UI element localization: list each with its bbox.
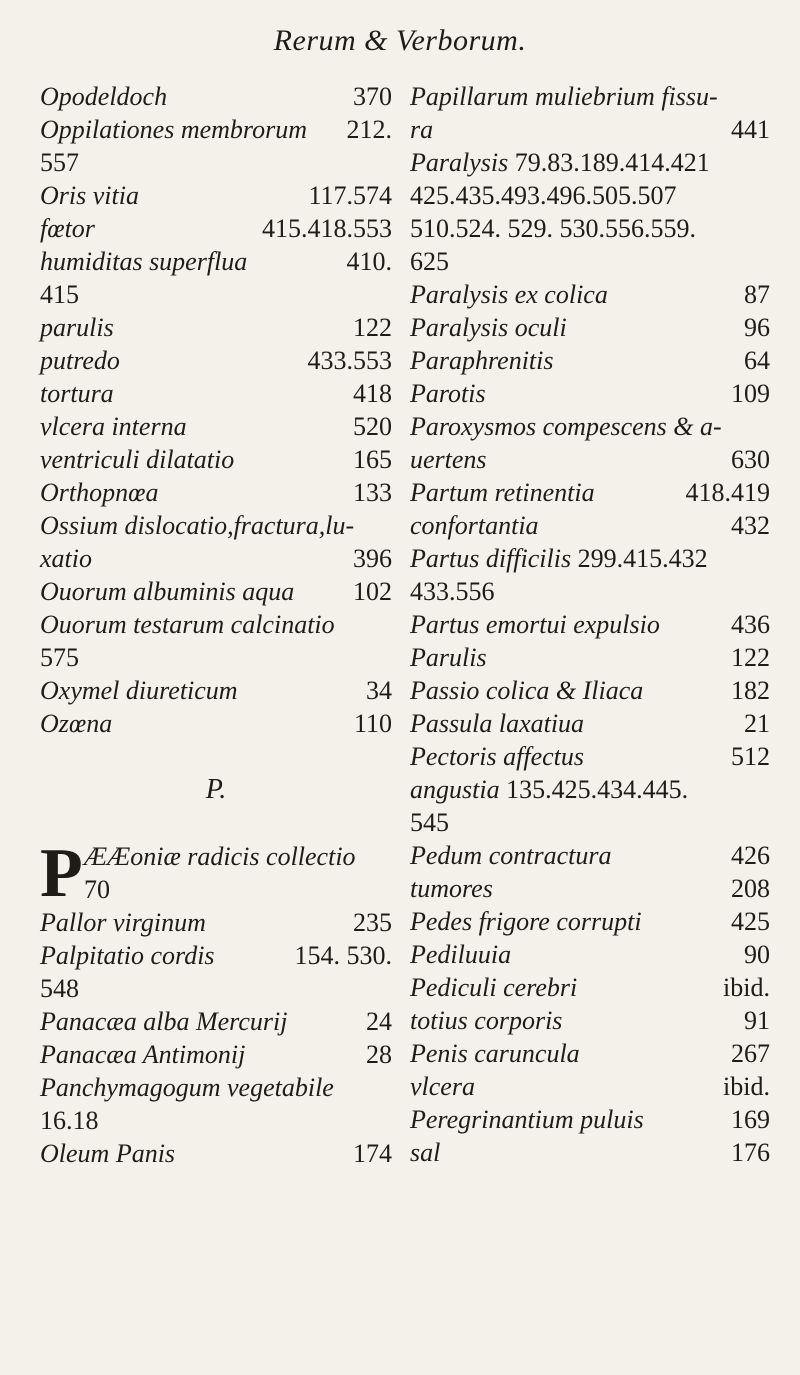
entry-term: Paraphrenitis: [410, 346, 554, 375]
entry-pages: 267: [731, 1039, 770, 1068]
entry-continuation: 425.435.493.496.505.507: [410, 181, 677, 210]
index-entry: [40, 179, 392, 212]
entry-term: parulis: [40, 313, 114, 342]
entry-first-line: [40, 1038, 392, 1071]
index-entry: [40, 1137, 392, 1170]
entry-first-line: [40, 245, 392, 278]
entry-continuation-text: 16.18: [40, 1106, 99, 1135]
entry-continuation-text: 415: [40, 280, 79, 309]
entry-first-line: [40, 311, 392, 344]
entry-continuation: 545: [410, 808, 449, 837]
entry-pages: 426: [731, 841, 770, 870]
entry-first-line: [40, 707, 392, 740]
entry-pages: 396: [353, 544, 392, 573]
entry-term: Oxymel diureticum: [40, 676, 238, 705]
entry-first-line: [410, 509, 770, 542]
entry-continuation: [40, 146, 392, 179]
entry-first-line: [410, 311, 770, 344]
entry-term: Orthopnœa: [40, 478, 159, 507]
entry-pages: 418: [353, 379, 392, 408]
entry-pages: 299.415.432: [571, 544, 708, 573]
entry-term: totius corporis: [410, 1006, 563, 1035]
entry-pages: ibid.: [723, 973, 770, 1002]
entry-term: Partum retinentia: [410, 478, 595, 507]
entry-first-line: [40, 476, 392, 509]
entry-continuation-text: ra: [410, 115, 434, 144]
entry-pages: 208: [731, 874, 770, 903]
index-entry: [410, 1004, 770, 1037]
index-entry: [410, 278, 770, 311]
index-entry: [410, 707, 770, 740]
entry-pages: 165: [353, 445, 392, 474]
entry-term: Papillarum muliebrium fissu-: [410, 82, 718, 111]
index-entry: [40, 212, 392, 245]
section-letter: P.: [205, 774, 227, 805]
entry-term: fœtor: [40, 214, 95, 243]
entry-first-line: [40, 608, 392, 641]
entry-term: Oppilationes membrorum: [40, 115, 307, 144]
index-entry: [40, 80, 392, 113]
entry-first-line: [410, 1037, 770, 1070]
index-entry: [410, 509, 770, 542]
entry-pages: 436: [731, 610, 770, 639]
index-entry: [40, 410, 392, 443]
entry-pages: 441: [731, 115, 770, 144]
index-entry: [410, 641, 770, 674]
index-entry: [410, 542, 770, 608]
index-entry: [410, 740, 770, 773]
entry-continuation: [410, 443, 770, 476]
entry-first-line: [40, 1137, 392, 1170]
index-entry: [40, 707, 392, 740]
entry-term: Ozœna: [40, 709, 113, 738]
entry-first-line: [410, 773, 770, 806]
entry-term: Opodeldoch: [40, 82, 168, 111]
entry-continuation: [40, 972, 392, 1005]
entry-term: Pectoris affectus: [410, 742, 585, 771]
entry-pages: 425: [731, 907, 770, 936]
entry-term: Panacæa Antimonij: [40, 1040, 246, 1069]
index-entry: [410, 1136, 770, 1169]
index-entry: [410, 938, 770, 971]
entry-continuation-text: 575: [40, 643, 79, 672]
index-entry: [410, 839, 770, 872]
index-entry: [410, 410, 770, 476]
index-entry: [40, 939, 392, 1005]
drop-cap: P: [40, 835, 83, 912]
entry-pages: 212.: [346, 115, 392, 144]
entry-first-line: [410, 1004, 770, 1037]
entry-first-line: [410, 278, 770, 311]
entry-pages: 418.419: [685, 478, 770, 507]
entry-first-line: [410, 971, 770, 1004]
entry-pages: 174: [353, 1139, 392, 1168]
index-entry: [410, 608, 770, 641]
entry-term: Passio colica & Iliaca: [410, 676, 644, 705]
entry-first-line: [40, 443, 392, 476]
entry-continuation: 433.556: [410, 577, 495, 606]
entry-first-line: [40, 509, 392, 542]
entry-pages: 34: [366, 676, 392, 705]
entry-term: Peregrinantium puluis: [410, 1105, 644, 1134]
entry-pages: 512: [731, 742, 770, 771]
entry-pages: 24: [366, 1007, 392, 1036]
entry-term: Parulis: [410, 643, 487, 672]
entry-term: tortura: [40, 379, 114, 408]
entry-term: Panacæa alba Mercurij: [40, 1007, 288, 1036]
entry-pages: 182: [731, 676, 770, 705]
index-entry: [410, 377, 770, 410]
entry-first-line: [410, 674, 770, 707]
entry-first-line: [410, 1136, 770, 1169]
entry-pages: 135.425.434.445.: [499, 775, 689, 804]
index-entry: [410, 476, 770, 509]
entry-term: confortantia: [410, 511, 539, 540]
index-entry: [40, 1071, 392, 1137]
entry-first-line: [410, 542, 770, 575]
entry-pages: 235: [353, 908, 392, 937]
entry-continuation: 510.524. 529. 530.556.559.: [410, 214, 696, 243]
entry-pages: 169: [731, 1105, 770, 1134]
entry-first-line: [40, 410, 392, 443]
entry-term: sal: [410, 1138, 441, 1167]
entry-pages: 154. 530.: [294, 941, 392, 970]
entry-pages: 432: [731, 511, 770, 540]
entry-term: Paroxysmos compescens & a-: [410, 412, 722, 441]
entry-term: Pedum contractura: [410, 841, 612, 870]
entry-first-line: [40, 1071, 392, 1104]
entry-pages: 176: [731, 1138, 770, 1167]
entry-term: Palpitatio cordis: [40, 941, 215, 970]
entry-first-line: [40, 212, 392, 245]
index-entry: [410, 344, 770, 377]
entry-continuation: [40, 641, 392, 674]
entry-continuation-text: 557: [40, 148, 79, 177]
index-entry: [40, 443, 392, 476]
entry-term: Partus difficilis: [410, 544, 572, 573]
entry-pages: 28: [366, 1040, 392, 1069]
entry-term: Pallor virginum: [40, 908, 206, 937]
entry-term: Partus emortui expulsio: [410, 610, 660, 639]
index-entry: [410, 146, 770, 278]
entry-term: Ossium dislocatio,fractura,lu-: [40, 511, 355, 540]
index-entry: [40, 906, 392, 939]
entry-continuation-text: uertens: [410, 445, 487, 474]
index-entry: [40, 575, 392, 608]
index-entry: [40, 476, 392, 509]
entry-pages: 96: [744, 313, 770, 342]
index-entry: [40, 674, 392, 707]
entry-pages: 110: [353, 709, 392, 738]
entry-first-line: [40, 179, 392, 212]
entry-pages: 133: [353, 478, 392, 507]
entry-continuation: [40, 278, 392, 311]
entry-pages: 117.574: [308, 181, 392, 210]
index-entry: [410, 971, 770, 1004]
index-entry: [40, 608, 392, 674]
entry-term: Ouorum albuminis aqua: [40, 577, 295, 606]
entry-first-line: [410, 839, 770, 872]
entry-pages: 87: [744, 280, 770, 309]
entry-term: Paralysis ex colica: [410, 280, 608, 309]
index-entry: [40, 1005, 392, 1038]
entry-first-line: [410, 1070, 770, 1103]
entry-term: Pediluuia: [410, 940, 512, 969]
initial-entry: [40, 835, 392, 912]
entry-pages: 520: [353, 412, 392, 441]
entry-first-line: [410, 641, 770, 674]
entry-pages: 21: [744, 709, 770, 738]
entry-pages: 370: [353, 82, 392, 111]
entry-term: ÆÆoniæ radicis collectio: [84, 842, 356, 871]
entry-pages: 415.418.553: [262, 214, 392, 243]
entry-continuation: [40, 542, 392, 575]
left-column: [40, 80, 392, 1170]
entry-first-line: [410, 1103, 770, 1136]
entry-first-line: [40, 1005, 392, 1038]
entry-pages: 122: [731, 643, 770, 672]
entry-first-line: [40, 113, 392, 146]
right-column: [410, 80, 770, 1169]
entry-term: Panchymagogum vegetabile: [40, 1073, 334, 1102]
entry-pages: 630: [731, 445, 770, 474]
index-entry: [40, 344, 392, 377]
entry-continuation: [410, 113, 770, 146]
index-entry: [40, 509, 392, 575]
index-entry: [410, 1037, 770, 1070]
entry-first-line: [40, 906, 392, 939]
entry-term: humiditas superflua: [40, 247, 248, 276]
entry-term: Pedes frigore corrupti: [410, 907, 642, 936]
index-entry: [410, 80, 770, 146]
entry-first-line: [40, 344, 392, 377]
entry-pages: 109: [731, 379, 770, 408]
entry-term: Pediculi cerebri: [410, 973, 578, 1002]
entry-term: Paralysis oculi: [410, 313, 567, 342]
entry-continuation: 70: [84, 875, 110, 904]
entry-continuation: [40, 1104, 392, 1137]
index-entry: [410, 674, 770, 707]
entry-pages: 102: [353, 577, 392, 606]
entry-pages: ibid.: [723, 1072, 770, 1101]
entry-pages: 91: [744, 1006, 770, 1035]
entry-term: tumores: [410, 874, 493, 903]
entry-pages: 79.83.189.414.421: [508, 148, 710, 177]
entry-continuation-text: xatio: [40, 544, 92, 573]
index-entry: [40, 245, 392, 311]
entry-first-line: [40, 80, 392, 113]
entry-term: putredo: [40, 346, 120, 375]
entry-first-line: [410, 377, 770, 410]
entry-first-line: [40, 377, 392, 410]
entry-first-line: [40, 575, 392, 608]
entry-first-line: [410, 872, 770, 905]
entry-pages: 64: [744, 346, 770, 375]
entry-pages: 410.: [346, 247, 392, 276]
entry-term: Passula laxatiua: [410, 709, 585, 738]
index-entry: [40, 113, 392, 179]
entry-first-line: [410, 740, 770, 773]
entry-first-line: [410, 707, 770, 740]
entry-pages: 433.553: [307, 346, 392, 375]
entry-first-line: [410, 344, 770, 377]
entry-term: Parotis: [410, 379, 486, 408]
index-entry: [410, 1070, 770, 1103]
index-entry: [410, 872, 770, 905]
entry-first-line: [410, 476, 770, 509]
entry-first-line: [410, 905, 770, 938]
entry-term: ventriculi dilatatio: [40, 445, 235, 474]
index-entry: [410, 311, 770, 344]
entry-first-line: [40, 939, 392, 972]
entry-continuation-text: 548: [40, 974, 79, 1003]
entry-pages: 90: [744, 940, 770, 969]
index-entry: [40, 1038, 392, 1071]
entry-first-line: [410, 938, 770, 971]
entry-term: Ouorum testarum calcinatio: [40, 610, 335, 639]
entry-first-line: [410, 146, 770, 179]
entry-term: angustia: [410, 775, 500, 804]
entry-first-line: [410, 80, 770, 113]
index-entry: [40, 377, 392, 410]
entry-first-line: [40, 674, 392, 707]
entry-continuation: 625: [410, 247, 449, 276]
index-entry: [410, 905, 770, 938]
entry-term: vlcera interna: [40, 412, 187, 441]
entry-term: Oleum Panis: [40, 1139, 176, 1168]
entry-term: Paralysis: [410, 148, 509, 177]
entry-term: Oris vitia: [40, 181, 139, 210]
index-entry: [40, 311, 392, 344]
entry-term: Penis caruncula: [410, 1039, 580, 1068]
running-head: Rerum & Verborum.: [273, 24, 527, 57]
index-entry: [410, 773, 770, 839]
index-entry: [410, 1103, 770, 1136]
entry-first-line: [410, 608, 770, 641]
entry-term: vlcera: [410, 1072, 475, 1101]
entry-first-line: [410, 410, 770, 443]
entry-pages: 122: [353, 313, 392, 342]
